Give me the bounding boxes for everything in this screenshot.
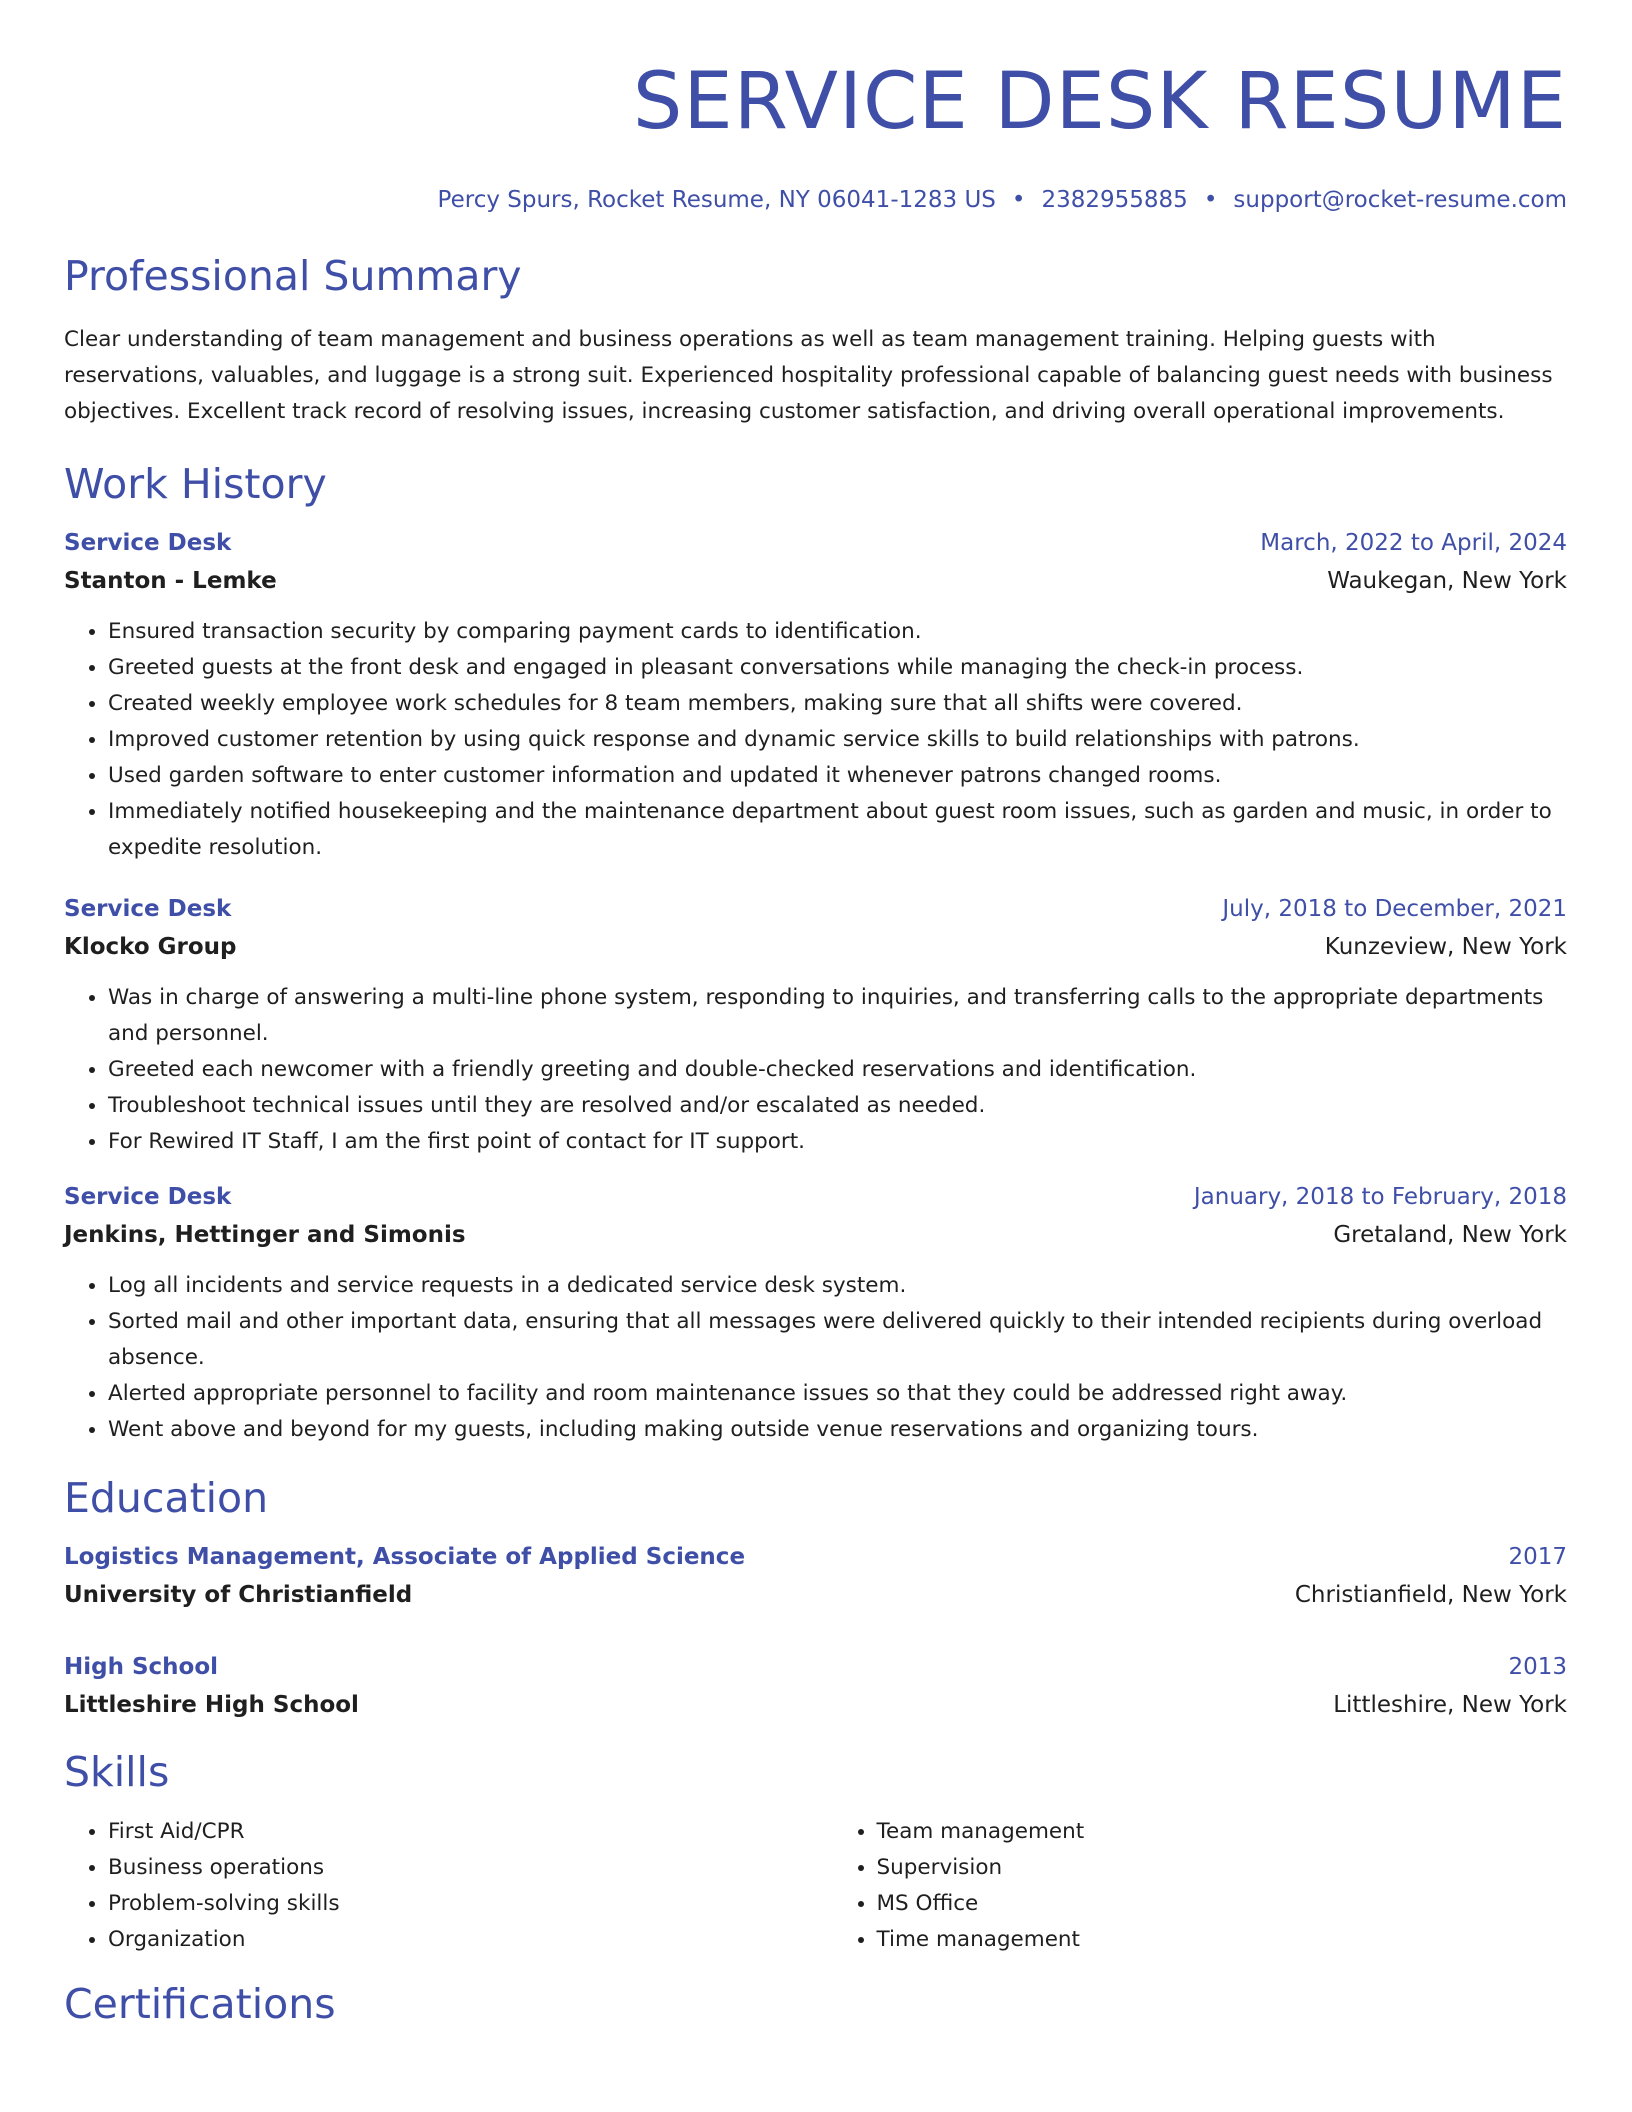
section-heading-work-history: Work History [64,460,327,508]
education-section [64,1470,1567,1724]
job-company-row [64,562,1567,600]
skills-section [64,1744,1567,1958]
skill-item: • First Aid/CPR [108,1814,799,1850]
education-degree: Logistics Management, Associate of Applied Science [64,1544,746,1570]
job-bullet: • Log all incidents and service requests in a dedicated service desk system. [108,1268,1567,1304]
skills-list-right [799,1814,1568,1958]
job-bullet: • Greeted each newcomer with a friendly greeting and double-checked reservations and identification. [108,1052,1567,1088]
contact-email[interactable]: support@rocket-resume.com [1233,187,1567,213]
job-header-row [64,1178,1567,1216]
education-header-row [64,1538,1567,1576]
skills-list-left [64,1814,799,1958]
skill-item: • Team management [877,1814,1568,1850]
job-bullet: • Went above and beyond for my guests, including making outside venue reservations and organizing tours. [108,1412,1567,1448]
education-year: 2017 [1508,1544,1567,1570]
skill-item: • Time management [877,1922,1568,1958]
skill-item: • Organization [108,1922,799,1958]
job-bullet: • Greeted guests at the front desk and engaged in pleasant conversations while managing the check-in process. [108,650,1567,686]
job-dates: January, 2018 to February, 2018 [1193,1184,1567,1210]
job-entry [64,524,1567,866]
section-heading-certifications: Certifications [64,1980,336,2028]
education-degree: High School [64,1654,219,1680]
job-entry [64,1178,1567,1448]
job-bullet: • For Rewired IT Staff, I am the first point of contact for IT support. [108,1124,1567,1160]
job-bullet: • Ensured transaction security by comparing payment cards to identification. [108,614,1567,650]
contact-phone: 2382955885 [1041,187,1188,213]
job-location: Kunzeview, New York [1324,934,1567,960]
education-entry [64,1538,1567,1614]
job-company-row [64,1216,1567,1254]
education-header-row [64,1648,1567,1686]
education-school: University of Christianfield [64,1582,413,1608]
job-bullet: • Used garden software to enter customer information and updated it whenever patrons changed rooms. [108,758,1567,794]
education-location: Littleshire, New York [1333,1692,1567,1718]
summary-text: Clear understanding of team management and business operations as well as team management training. Helping guests with reservations, valuables, and luggage is a strong suit. Experienced hospitality professional capable of balancing guest needs with business objectives. Excellent track record of resolving issues, increasing customer satisfaction, and driving overall operational improvements. [64,327,1553,424]
work-history-section [64,456,1567,1448]
skill-item: • Supervision [877,1850,1568,1886]
education-school-row [64,1576,1567,1614]
skill-item: • Problem-solving skills [108,1886,799,1922]
job-bullet: • Alerted appropriate personnel to facility and room maintenance issues so that they could be addressed right away. [108,1376,1567,1412]
job-bullet: • Improved customer retention by using quick response and dynamic service skills to build relationships with patrons. [108,722,1567,758]
job-header-row [64,524,1567,562]
certifications-section [64,1976,1567,2032]
job-dates: March, 2022 to April, 2024 [1260,530,1567,556]
section-heading-education: Education [64,1474,269,1522]
section-heading-summary: Professional Summary [64,252,522,300]
education-entry [64,1648,1567,1724]
job-company: Klocko Group [64,934,237,960]
job-title: Service Desk [64,896,232,922]
resume-title: SERVICE DESK RESUME [632,57,1567,147]
education-year: 2013 [1508,1654,1567,1680]
contact-separator: • [1011,187,1026,213]
job-company: Stanton - Lemke [64,568,277,594]
job-bullet: • Created weekly employee work schedules for 8 team members, making sure that all shifts were covered. [108,686,1567,722]
job-header-row [64,890,1567,928]
skills-grid [64,1814,1567,1958]
job-company: Jenkins, Hettinger and Simonis [64,1222,466,1248]
job-bullet: • Troubleshoot technical issues until they are resolved and/or escalated as needed. [108,1088,1567,1124]
job-dates: July, 2018 to December, 2021 [1222,896,1567,922]
skill-item: • Business operations [108,1850,799,1886]
section-heading-skills: Skills [64,1748,170,1796]
job-location: Gretaland, New York [1333,1222,1567,1248]
contact-line [64,180,1567,220]
job-bullet: • Sorted mail and other important data, ensuring that all messages were delivered quickly to their intended recipients during overload absence. [108,1304,1567,1376]
summary-section [64,248,1567,430]
job-bullets [64,1268,1567,1448]
job-entry [64,890,1567,1160]
skill-item: • MS Office [877,1886,1568,1922]
education-location: Christianfield, New York [1294,1582,1567,1608]
contact-separator: • [1203,187,1218,213]
job-bullet: • Was in charge of answering a multi-line phone system, responding to inquiries, and transferring calls to the appropriate departments and personnel. [108,980,1567,1052]
job-title: Service Desk [64,530,232,556]
resume-page [64,0,1567,2032]
job-title: Service Desk [64,1184,232,1210]
job-company-row [64,928,1567,966]
job-location: Waukegan, New York [1327,568,1567,594]
job-bullet: • Immediately notified housekeeping and the maintenance department about guest room issues, such as garden and music, in order to expedite resolution. [108,794,1567,866]
education-school: Littleshire High School [64,1692,359,1718]
job-bullets [64,614,1567,866]
education-school-row [64,1686,1567,1724]
job-bullets [64,980,1567,1160]
contact-address: Percy Spurs, Rocket Resume, NY 06041-1283 US [437,187,996,213]
